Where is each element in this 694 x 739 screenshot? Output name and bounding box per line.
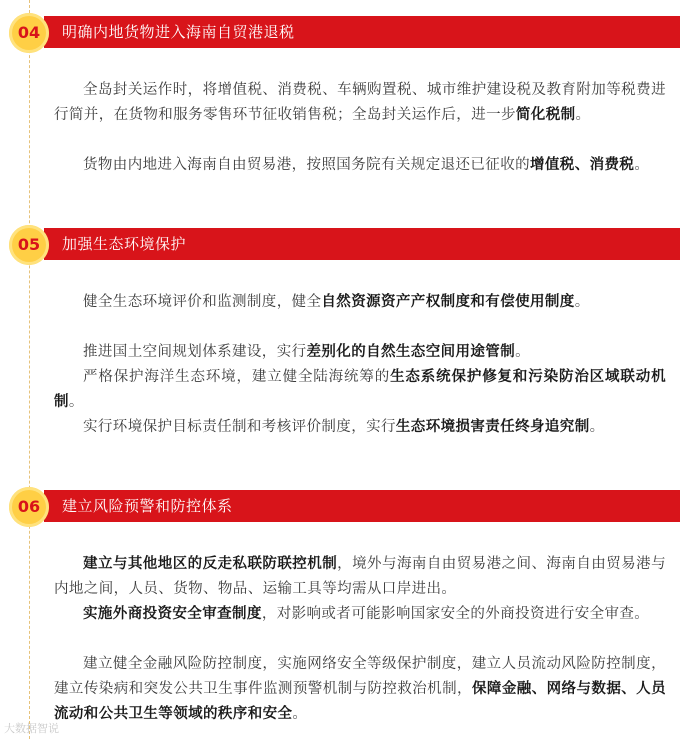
body-text: 。 (574, 294, 590, 310)
body-text: 。 (292, 706, 308, 722)
emphasis-text: 生态系统保护修复和污染防治区域联动机制 (54, 369, 666, 410)
section-04-paragraph-1 (54, 78, 666, 128)
emphasis-text: 增值税、消费税 (530, 157, 635, 173)
body-text: 推进国土空间规划体系建设，实行 (83, 344, 307, 360)
section-title: 加强生态环境保护 (62, 235, 187, 253)
emphasis-text: 生态环境损害责任终身追究制 (395, 419, 590, 435)
section-header-06 (0, 488, 694, 524)
emphasis-text: 实施外商投资安全审查制度 (83, 606, 262, 622)
body-text: ，对影响或者可能影响国家安全的外商投资进行安全审查。 (261, 606, 650, 622)
emphasis-text: 自然资源资产产权制度和有偿使用制度 (321, 294, 575, 310)
body-text: 。 (575, 107, 591, 123)
emphasis-text: 建立与其他地区的反走私联防联控机制 (83, 556, 338, 572)
section-05-paragraph-2 (54, 340, 666, 365)
section-number-badge: 04 (9, 13, 49, 53)
body-text: 。 (634, 157, 650, 173)
body-text: 货物由内地进入海南自由贸易港，按照国务院有关规定退还已征收的 (83, 157, 530, 173)
emphasis-text: 保障金融、网络与数据、人员流动和公共卫生等领域的秩序和安全 (54, 681, 666, 722)
timeline-rail (29, 0, 30, 739)
emphasis-text: 差别化的自然生态空间用途管制 (306, 344, 516, 360)
section-06-paragraph-3 (54, 652, 666, 727)
section-number-badge: 05 (9, 225, 49, 265)
section-05-paragraph-4 (54, 415, 666, 440)
section-05-paragraph-3 (54, 365, 666, 415)
section-06-paragraph-2 (54, 602, 666, 627)
body-text: 全岛封关运作时，将增值税、消费税、车辆购置税、城市维护建设税及教育附加等税费进行简并，在货物和服务零售环节征收销售税；全岛封关运作后，进一步 (54, 82, 666, 123)
body-text: 建立健全金融风险防控制度，实施网络安全等级保护制度，建立人员流动风险防控制度，建立传染病和突发公共卫生事件监测预警机制与防控救治机制， (54, 656, 666, 697)
body-text: 。 (515, 344, 531, 360)
watermark: 大数据智说 (4, 722, 59, 735)
body-text: ，境外与海南自由贸易港之间、海南自由贸易港与内地之间，人员、货物、物品、运输工具等均需从口岸进出。 (54, 556, 666, 597)
section-header-05 (0, 226, 694, 262)
emphasis-text: 简化税制 (515, 107, 576, 123)
section-number-badge: 06 (9, 487, 49, 527)
section-04-paragraph-2 (54, 153, 666, 178)
section-title: 建立风险预警和防控体系 (62, 497, 233, 515)
body-text: 实行环境保护目标责任制和考核评价制度，实行 (83, 419, 396, 435)
section-05-paragraph-1 (54, 290, 666, 315)
section-title: 明确内地货物进入海南自贸港退税 (62, 23, 295, 41)
body-text: 健全生态环境评价和监测制度，健全 (83, 294, 322, 310)
body-text: 。 (68, 394, 84, 410)
section-06-paragraph-1 (54, 552, 666, 602)
body-text: 严格保护海洋生态环境，建立健全陆海统筹的 (83, 369, 391, 385)
section-header-04 (0, 14, 694, 50)
body-text: 。 (589, 419, 605, 435)
